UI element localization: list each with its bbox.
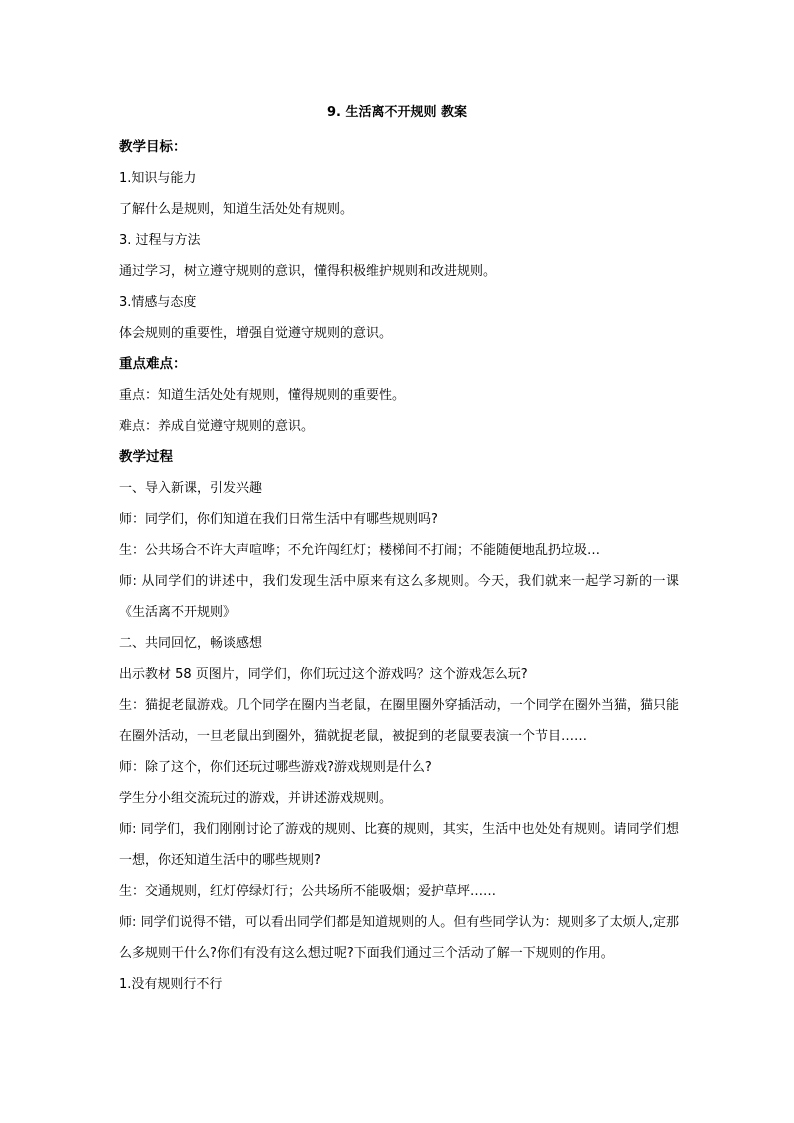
paragraph: 重点：知道生活处处有规则，懂得规则的重要性。 <box>119 388 406 403</box>
dialogue-line: 生：交通规则，红灯停绿灯行；公共场所不能吸烟；爱护草坪…… <box>119 884 497 899</box>
subheading-knowledge-ability: 1.知识与能力 <box>119 171 197 186</box>
subheading-intro: 一、导入新课，引发兴趣 <box>119 481 263 496</box>
section-heading-objectives: 教学目标： <box>119 139 187 155</box>
paragraph: 难点：养成自觉遵守规则的意识。 <box>119 419 315 434</box>
document-body <box>119 132 679 1000</box>
dialogue-line: 师：除了这个，你们还玩过哪些游戏?游戏规则是什么? <box>119 760 432 775</box>
dialogue-line: 师：同学们，你们知道在我们日常生活中有哪些规则吗? <box>119 512 438 527</box>
paragraph: 学生分小组交流玩过的游戏，并讲述游戏规则。 <box>119 791 393 806</box>
paragraph: 通过学习，树立遵守规则的意识，懂得积极维护规则和改进规则。 <box>119 264 497 279</box>
dialogue-line: 生：公共场合不许大声喧哗；不允许闯红灯；楼梯间不打闹；不能随便地乱扔垃圾… <box>119 543 601 558</box>
subheading-emotion-attitude: 3.情感与态度 <box>119 295 197 310</box>
paragraph: 了解什么是规则，知道生活处处有规则。 <box>119 202 354 217</box>
section-heading-process: 教学过程 <box>119 449 173 465</box>
subheading-process-method: 3. 过程与方法 <box>119 233 201 248</box>
paragraph: 体会规则的重要性，增强自觉遵守规则的意识。 <box>119 326 393 341</box>
dialogue-paragraph: 师: 从同学们的讲述中，我们发现生活中原来有这么多规则。今天，我们就来一起学习新的一课《生活离不开规则》 <box>119 574 679 620</box>
dialogue-paragraph: 师: 同学们，我们刚刚讨论了游戏的规则、比赛的规则，其实，生活中也处处有规则。请同学们想一想，你还知道生活中的哪些规则? <box>119 822 679 868</box>
dialogue-line: 出示教材 58 页图片，同学们，你们玩过这个游戏吗？这个游戏怎么玩? <box>119 667 528 682</box>
page-title: 9. 生活离不开规则 教案 <box>326 105 468 120</box>
dialogue-paragraph: 师: 同学们说得不错，可以看出同学们都是知道规则的人。但有些同学认为：规则多了太烦人,定那么多规则干什么?你们有没有这么想过呢?下面我们通过三个活动了解一下规则的作用。 <box>119 915 679 961</box>
subheading-recall: 二、共同回忆，畅谈感想 <box>119 636 263 651</box>
section-heading-key-points: 重点难点： <box>119 356 187 372</box>
dialogue-paragraph: 生：猫捉老鼠游戏。几个同学在圈内当老鼠，在圈里圈外穿插活动，一个同学在圈外当猫，猫只能在圈外活动，一旦老鼠出到圈外，猫就捉老鼠，被捉到的老鼠要表演一个节目…… <box>119 698 679 744</box>
subheading-activity-1: 1.没有规则行不行 <box>119 977 223 992</box>
